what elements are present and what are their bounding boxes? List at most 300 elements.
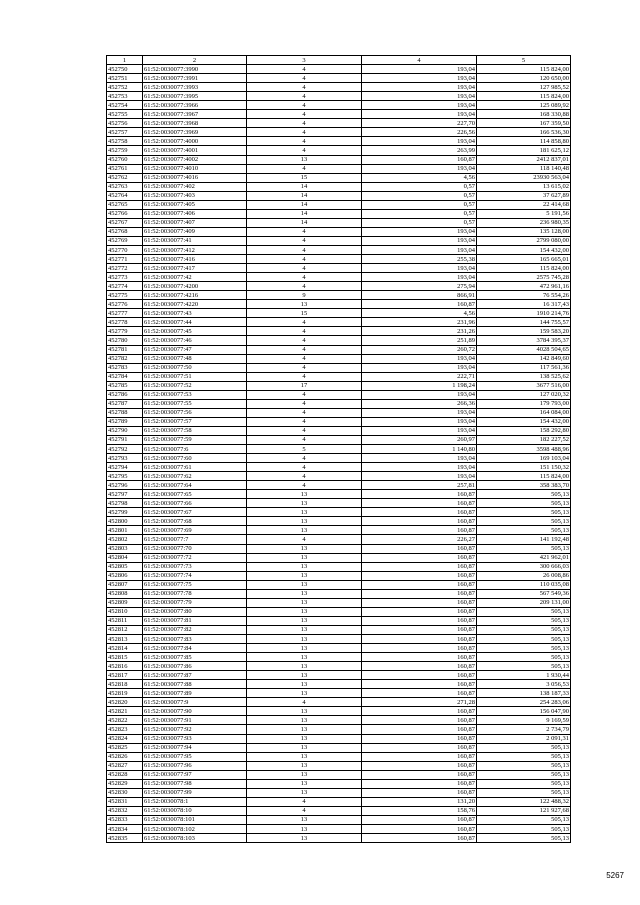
row-id-cell: 452787 — [107, 399, 143, 408]
cadastral-number-cell: 61:52:0030077:47 — [143, 345, 247, 354]
cadastral-number-cell: 61:52:0030077:70 — [143, 544, 247, 553]
table-row — [107, 571, 571, 580]
value-cell: 120 650,00 — [477, 74, 571, 83]
column-header-2: 2 — [143, 56, 247, 65]
cadastral-number-cell: 61:52:0030077:84 — [143, 644, 247, 653]
row-id-cell: 452828 — [107, 770, 143, 779]
category-cell: 4 — [247, 128, 362, 137]
row-id-cell: 452783 — [107, 363, 143, 372]
cadastral-number-cell: 61:52:0030077:405 — [143, 200, 247, 209]
row-id-cell: 452805 — [107, 562, 143, 571]
value-cell: 505,13 — [477, 616, 571, 625]
value-cell: 151 150,32 — [477, 463, 571, 472]
page-number: 5267 — [606, 871, 624, 880]
rate-cell: 4,56 — [362, 309, 477, 318]
cadastral-number-cell: 61:52:0030077:67 — [143, 508, 247, 517]
table-row — [107, 770, 571, 779]
value-cell: 567 549,36 — [477, 589, 571, 598]
cadastral-number-cell: 61:52:0030077:96 — [143, 761, 247, 770]
category-cell: 4 — [247, 92, 362, 101]
value-cell: 505,13 — [477, 815, 571, 824]
cadastral-number-cell: 61:52:0030077:4001 — [143, 146, 247, 155]
row-id-cell: 452764 — [107, 191, 143, 200]
category-cell: 13 — [247, 824, 362, 833]
row-id-cell: 452802 — [107, 535, 143, 544]
category-cell: 13 — [247, 580, 362, 589]
column-header-4: 4 — [362, 56, 477, 65]
cadastral-number-cell: 61:52:0030077:85 — [143, 653, 247, 662]
table-row — [107, 644, 571, 653]
value-cell: 167 359,50 — [477, 119, 571, 128]
table-row — [107, 698, 571, 707]
value-cell: 505,13 — [477, 499, 571, 508]
rate-cell: 160,87 — [362, 544, 477, 553]
cadastral-number-cell: 61:52:0030077:409 — [143, 227, 247, 236]
table-row — [107, 273, 571, 282]
value-cell: 3677 516,00 — [477, 381, 571, 390]
row-id-cell: 452775 — [107, 291, 143, 300]
table-row — [107, 182, 571, 191]
rate-cell: 193,04 — [362, 454, 477, 463]
table-row — [107, 381, 571, 390]
category-cell: 13 — [247, 779, 362, 788]
value-cell: 118 140,48 — [477, 164, 571, 173]
table-row — [107, 481, 571, 490]
cadastral-number-cell: 61:52:0030077:50 — [143, 363, 247, 372]
value-cell: 505,13 — [477, 508, 571, 517]
category-cell: 4 — [247, 463, 362, 472]
category-cell: 13 — [247, 644, 362, 653]
value-cell: 142 849,60 — [477, 354, 571, 363]
rate-cell: 160,87 — [362, 598, 477, 607]
table-row — [107, 517, 571, 526]
value-cell: 505,13 — [477, 824, 571, 833]
table-body — [107, 65, 571, 843]
column-header-3: 3 — [247, 56, 362, 65]
cadastral-number-cell: 61:52:0030077:80 — [143, 607, 247, 616]
row-id-cell: 452767 — [107, 218, 143, 227]
rate-cell: 160,87 — [362, 616, 477, 625]
value-cell: 505,13 — [477, 635, 571, 644]
category-cell: 13 — [247, 553, 362, 562]
rate-cell: 0,57 — [362, 191, 477, 200]
row-id-cell: 452754 — [107, 101, 143, 110]
rate-cell: 263,99 — [362, 146, 477, 155]
value-cell: 125 089,92 — [477, 101, 571, 110]
cadastral-number-cell: 61:52:0030077:45 — [143, 327, 247, 336]
category-cell: 13 — [247, 508, 362, 517]
value-cell: 138 187,33 — [477, 689, 571, 698]
table-row — [107, 92, 571, 101]
category-cell: 13 — [247, 680, 362, 689]
category-cell: 4 — [247, 408, 362, 417]
category-cell: 13 — [247, 770, 362, 779]
value-cell: 115 824,00 — [477, 264, 571, 273]
cadastral-number-cell: 61:52:0030077:99 — [143, 788, 247, 797]
rate-cell: 193,04 — [362, 463, 477, 472]
row-id-cell: 452818 — [107, 680, 143, 689]
table-row — [107, 463, 571, 472]
cadastral-number-cell: 61:52:0030077:59 — [143, 435, 247, 444]
row-id-cell: 452807 — [107, 580, 143, 589]
rate-cell: 160,87 — [362, 734, 477, 743]
category-cell: 14 — [247, 182, 362, 191]
rate-cell: 193,04 — [362, 65, 477, 74]
rate-cell: 160,87 — [362, 662, 477, 671]
table-row — [107, 526, 571, 535]
value-cell: 115 824,00 — [477, 472, 571, 481]
cadastral-number-cell: 61:52:0030077:3993 — [143, 83, 247, 92]
row-id-cell: 452798 — [107, 499, 143, 508]
cadastral-number-cell: 61:52:0030077:7 — [143, 535, 247, 544]
category-cell: 4 — [247, 372, 362, 381]
category-cell: 15 — [247, 173, 362, 182]
category-cell: 13 — [247, 544, 362, 553]
value-cell: 2 734,79 — [477, 725, 571, 734]
rate-cell: 160,87 — [362, 571, 477, 580]
table-row — [107, 680, 571, 689]
rate-cell: 275,94 — [362, 282, 477, 291]
rate-cell: 158,76 — [362, 806, 477, 815]
table-row — [107, 445, 571, 454]
value-cell: 2575 745,28 — [477, 273, 571, 282]
category-cell: 4 — [247, 236, 362, 245]
category-cell: 13 — [247, 834, 362, 843]
cadastral-number-cell: 61:52:0030077:72 — [143, 553, 247, 562]
table-row — [107, 797, 571, 806]
table-row — [107, 245, 571, 254]
rate-cell: 193,04 — [362, 137, 477, 146]
cadastral-number-cell: 61:52:0030077:43 — [143, 309, 247, 318]
rate-cell: 160,87 — [362, 770, 477, 779]
value-cell: 472 961,16 — [477, 282, 571, 291]
category-cell: 4 — [247, 345, 362, 354]
category-cell: 4 — [247, 264, 362, 273]
table-row — [107, 716, 571, 725]
category-cell: 4 — [247, 65, 362, 74]
rate-cell: 160,87 — [362, 526, 477, 535]
cadastral-number-cell: 61:52:0030077:417 — [143, 264, 247, 273]
rate-cell: 193,04 — [362, 83, 477, 92]
cadastral-number-cell: 61:52:0030077:62 — [143, 472, 247, 481]
value-cell: 154 432,00 — [477, 417, 571, 426]
table-row — [107, 426, 571, 435]
cadastral-number-cell: 61:52:0030077:3995 — [143, 92, 247, 101]
rate-cell: 160,87 — [362, 680, 477, 689]
category-cell: 13 — [247, 490, 362, 499]
category-cell: 13 — [247, 707, 362, 716]
category-cell: 4 — [247, 399, 362, 408]
category-cell: 4 — [247, 454, 362, 463]
table-row — [107, 345, 571, 354]
value-cell: 135 128,00 — [477, 227, 571, 236]
category-cell: 4 — [247, 245, 362, 254]
table-row — [107, 834, 571, 843]
rate-cell: 193,04 — [362, 264, 477, 273]
rate-cell: 160,87 — [362, 743, 477, 752]
rate-cell: 0,57 — [362, 200, 477, 209]
row-id-cell: 452811 — [107, 616, 143, 625]
category-cell: 4 — [247, 101, 362, 110]
value-cell: 76 554,26 — [477, 291, 571, 300]
row-id-cell: 452833 — [107, 815, 143, 824]
table-row — [107, 146, 571, 155]
row-id-cell: 452816 — [107, 662, 143, 671]
category-cell: 14 — [247, 191, 362, 200]
rate-cell: 160,87 — [362, 580, 477, 589]
row-id-cell: 452831 — [107, 797, 143, 806]
table-header-row — [107, 56, 571, 65]
value-cell: 115 824,00 — [477, 92, 571, 101]
category-cell: 13 — [247, 300, 362, 309]
cadastral-number-cell: 61:52:0030078:103 — [143, 834, 247, 843]
row-id-cell: 452786 — [107, 390, 143, 399]
value-cell: 158 292,80 — [477, 426, 571, 435]
row-id-cell: 452822 — [107, 716, 143, 725]
rate-cell: 193,04 — [362, 472, 477, 481]
category-cell: 13 — [247, 155, 362, 164]
category-cell: 4 — [247, 282, 362, 291]
table-row — [107, 282, 571, 291]
cadastral-number-cell: 61:52:0030077:51 — [143, 372, 247, 381]
value-cell: 23930 563,04 — [477, 173, 571, 182]
cadastral-number-cell: 61:52:0030077:53 — [143, 390, 247, 399]
row-id-cell: 452791 — [107, 435, 143, 444]
rate-cell: 193,04 — [362, 101, 477, 110]
category-cell: 4 — [247, 426, 362, 435]
rate-cell: 0,57 — [362, 218, 477, 227]
row-id-cell: 452792 — [107, 445, 143, 454]
value-cell: 505,13 — [477, 779, 571, 788]
value-cell: 115 824,00 — [477, 65, 571, 74]
table-row — [107, 589, 571, 598]
value-cell: 505,13 — [477, 770, 571, 779]
value-cell: 358 383,70 — [477, 481, 571, 490]
cadastral-number-cell: 61:52:0030077:92 — [143, 725, 247, 734]
cadastral-number-cell: 61:52:0030078:102 — [143, 824, 247, 833]
value-cell: 2799 080,00 — [477, 236, 571, 245]
category-cell: 4 — [247, 472, 362, 481]
rate-cell: 193,04 — [362, 390, 477, 399]
value-cell: 156 047,90 — [477, 707, 571, 716]
value-cell: 300 666,03 — [477, 562, 571, 571]
table-row — [107, 65, 571, 74]
row-id-cell: 452823 — [107, 725, 143, 734]
category-cell: 13 — [247, 662, 362, 671]
value-cell: 505,13 — [477, 752, 571, 761]
rate-cell: 160,87 — [362, 653, 477, 662]
category-cell: 13 — [247, 689, 362, 698]
cadastral-number-cell: 61:52:0030077:56 — [143, 408, 247, 417]
row-id-cell: 452777 — [107, 309, 143, 318]
cadastral-number-cell: 61:52:0030077:75 — [143, 580, 247, 589]
category-cell: 13 — [247, 653, 362, 662]
category-cell: 4 — [247, 110, 362, 119]
rate-cell: 193,04 — [362, 227, 477, 236]
rate-cell: 193,04 — [362, 273, 477, 282]
table-row — [107, 417, 571, 426]
rate-cell: 160,87 — [362, 824, 477, 833]
value-cell: 505,13 — [477, 834, 571, 843]
row-id-cell: 452819 — [107, 689, 143, 698]
rate-cell: 193,04 — [362, 92, 477, 101]
row-id-cell: 452827 — [107, 761, 143, 770]
row-id-cell: 452825 — [107, 743, 143, 752]
rate-cell: 226,56 — [362, 128, 477, 137]
rate-cell: 160,87 — [362, 499, 477, 508]
row-id-cell: 452821 — [107, 707, 143, 716]
cadastral-number-cell: 61:52:0030078:10 — [143, 806, 247, 815]
rate-cell: 251,89 — [362, 336, 477, 345]
cadastral-number-cell: 61:52:0030077:4216 — [143, 291, 247, 300]
row-id-cell: 452766 — [107, 209, 143, 218]
row-id-cell: 452759 — [107, 146, 143, 155]
table-row — [107, 707, 571, 716]
table-row — [107, 472, 571, 481]
row-id-cell: 452763 — [107, 182, 143, 191]
value-cell: 5 191,56 — [477, 209, 571, 218]
table-row — [107, 309, 571, 318]
table-row — [107, 200, 571, 209]
table-row — [107, 74, 571, 83]
value-cell: 37 627,89 — [477, 191, 571, 200]
table-row — [107, 788, 571, 797]
category-cell: 13 — [247, 734, 362, 743]
row-id-cell: 452793 — [107, 454, 143, 463]
table-row — [107, 761, 571, 770]
cadastral-number-cell: 61:52:0030077:88 — [143, 680, 247, 689]
rate-cell: 260,72 — [362, 345, 477, 354]
row-id-cell: 452795 — [107, 472, 143, 481]
category-cell: 5 — [247, 445, 362, 454]
rate-cell: 231,96 — [362, 318, 477, 327]
value-cell: 254 283,06 — [477, 698, 571, 707]
rate-cell: 255,38 — [362, 255, 477, 264]
cadastral-number-cell: 61:52:0030077:3969 — [143, 128, 247, 137]
rate-cell: 4,56 — [362, 173, 477, 182]
cadastral-number-cell: 61:52:0030077:89 — [143, 689, 247, 698]
cadastral-number-cell: 61:52:0030077:46 — [143, 336, 247, 345]
rate-cell: 193,04 — [362, 164, 477, 173]
cadastral-number-cell: 61:52:0030077:81 — [143, 616, 247, 625]
table-row — [107, 399, 571, 408]
rate-cell: 271,28 — [362, 698, 477, 707]
row-id-cell: 452778 — [107, 318, 143, 327]
row-id-cell: 452801 — [107, 526, 143, 535]
value-cell: 3598 488,96 — [477, 445, 571, 454]
rate-cell: 257,81 — [362, 481, 477, 490]
value-cell: 181 625,12 — [477, 146, 571, 155]
row-id-cell: 452757 — [107, 128, 143, 137]
row-id-cell: 452804 — [107, 553, 143, 562]
cadastral-number-cell: 61:52:0030077:52 — [143, 381, 247, 390]
table-row — [107, 635, 571, 644]
rate-cell: 160,87 — [362, 716, 477, 725]
rate-cell: 160,87 — [362, 834, 477, 843]
category-cell: 13 — [247, 571, 362, 580]
value-cell: 122 488,32 — [477, 797, 571, 806]
value-cell: 3784 395,37 — [477, 336, 571, 345]
value-cell: 505,13 — [477, 526, 571, 535]
row-id-cell: 452835 — [107, 834, 143, 843]
cadastral-number-cell: 61:52:0030078:1 — [143, 797, 247, 806]
cadastral-number-cell: 61:52:0030077:91 — [143, 716, 247, 725]
cadastral-number-cell: 61:52:0030077:66 — [143, 499, 247, 508]
value-cell: 4028 504,65 — [477, 345, 571, 354]
table-row — [107, 327, 571, 336]
table-row — [107, 824, 571, 833]
row-id-cell: 452756 — [107, 119, 143, 128]
value-cell: 505,13 — [477, 607, 571, 616]
category-cell: 4 — [247, 255, 362, 264]
category-cell: 4 — [247, 327, 362, 336]
row-id-cell: 452753 — [107, 92, 143, 101]
cadastral-number-cell: 61:52:0030077:55 — [143, 399, 247, 408]
value-cell: 165 665,01 — [477, 255, 571, 264]
row-id-cell: 452785 — [107, 381, 143, 390]
cadastral-number-cell: 61:52:0030077:3968 — [143, 119, 247, 128]
table-row — [107, 191, 571, 200]
rate-cell: 160,87 — [362, 689, 477, 698]
row-id-cell: 452809 — [107, 598, 143, 607]
table-row — [107, 490, 571, 499]
row-id-cell: 452799 — [107, 508, 143, 517]
table-row — [107, 372, 571, 381]
cadastral-number-cell: 61:52:0030077:41 — [143, 236, 247, 245]
row-id-cell: 452780 — [107, 336, 143, 345]
value-cell: 421 962,01 — [477, 553, 571, 562]
value-cell: 127 985,52 — [477, 83, 571, 92]
cadastral-number-cell: 61:52:0030077:3966 — [143, 101, 247, 110]
row-id-cell: 452803 — [107, 544, 143, 553]
cadastral-number-cell: 61:52:0030077:3991 — [143, 74, 247, 83]
category-cell: 4 — [247, 336, 362, 345]
value-cell: 138 525,62 — [477, 372, 571, 381]
cadastral-number-cell: 61:52:0030077:407 — [143, 218, 247, 227]
cadastral-number-cell: 61:52:0030077:98 — [143, 779, 247, 788]
table-row — [107, 544, 571, 553]
row-id-cell: 452808 — [107, 589, 143, 598]
row-id-cell: 452762 — [107, 173, 143, 182]
row-id-cell: 452796 — [107, 481, 143, 490]
rate-cell: 131,20 — [362, 797, 477, 806]
rate-cell: 160,87 — [362, 644, 477, 653]
table-row — [107, 236, 571, 245]
row-id-cell: 452782 — [107, 354, 143, 363]
table-row — [107, 408, 571, 417]
row-id-cell: 452776 — [107, 300, 143, 309]
column-header-1: 1 — [107, 56, 143, 65]
table-row — [107, 662, 571, 671]
cadastral-number-cell: 61:52:0030077:57 — [143, 417, 247, 426]
value-cell: 505,13 — [477, 625, 571, 634]
cadastral-number-cell: 61:52:0030077:61 — [143, 463, 247, 472]
value-cell: 505,13 — [477, 544, 571, 553]
cadastral-number-cell: 61:52:0030077:6 — [143, 445, 247, 454]
row-id-cell: 452824 — [107, 734, 143, 743]
cadastral-number-cell: 61:52:0030077:68 — [143, 517, 247, 526]
row-id-cell: 452772 — [107, 264, 143, 273]
category-cell: 4 — [247, 74, 362, 83]
rate-cell: 1 140,80 — [362, 445, 477, 454]
table-row — [107, 580, 571, 589]
table-row — [107, 725, 571, 734]
value-cell: 505,13 — [477, 517, 571, 526]
category-cell: 4 — [247, 390, 362, 399]
value-cell: 9 169,59 — [477, 716, 571, 725]
table-row — [107, 155, 571, 164]
row-id-cell: 452826 — [107, 752, 143, 761]
